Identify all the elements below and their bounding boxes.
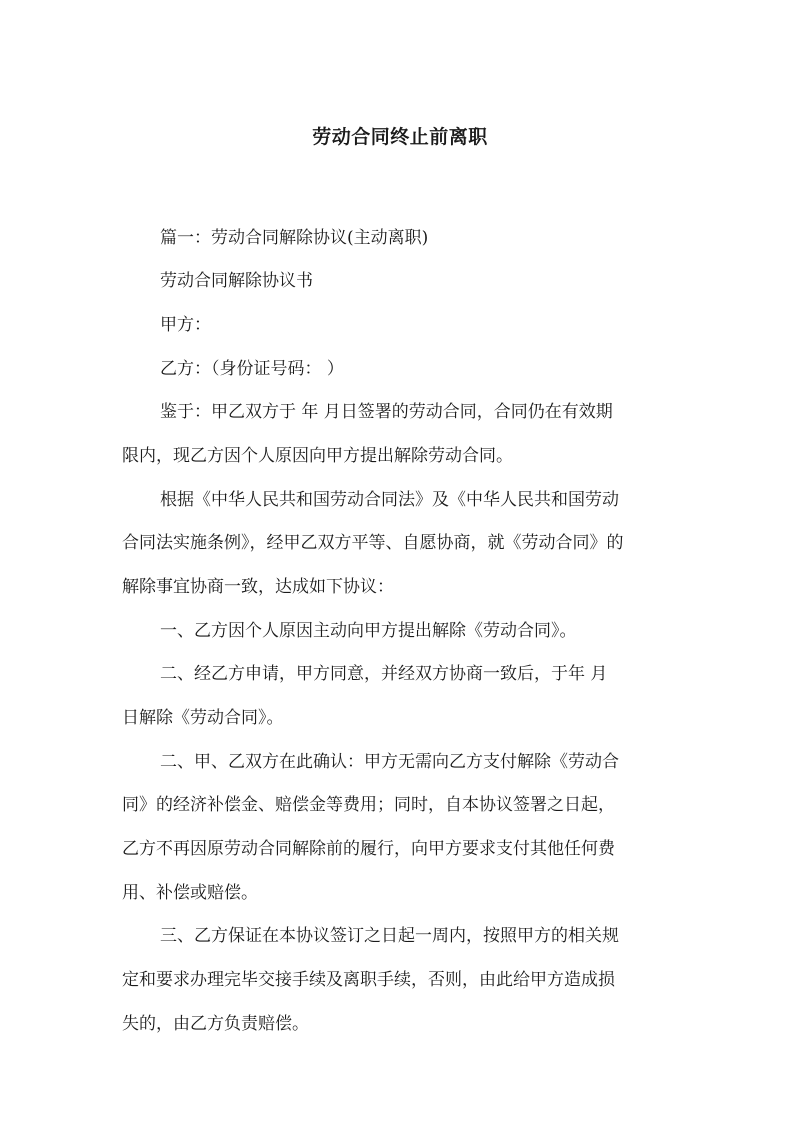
section-heading: 篇一：劳动合同解除协议(主动离职) [160, 228, 429, 248]
clause-line: 一、乙方因个人原因主动向甲方提出解除《劳动合同》。 [160, 621, 577, 641]
clause-line: 定和要求办理完毕交接手续及离职手续，否则，由此给甲方造成损 [122, 970, 615, 990]
document-title: 劳动合同终止前离职 [312, 126, 488, 148]
party-a-line: 甲方： [160, 315, 211, 335]
clause-line: 失的，由乙方负责赔偿。 [122, 1014, 309, 1034]
clause-line: 乙方不再因原劳动合同解除前的履行，向甲方要求支付其他任何费 [122, 839, 615, 859]
clause-line: 二、甲、乙双方在此确认：甲方无需向乙方支付解除《劳动合 [160, 752, 619, 772]
clause-line: 日解除《劳动合同》。 [122, 708, 284, 728]
paragraph-line: 解除事宜协商一致，达成如下协议： [122, 577, 394, 597]
paragraph-line: 合同法实施条例》，经甲乙双方平等、自愿协商，就《劳动合同》的 [122, 533, 624, 553]
clause-line: 三、乙方保证在本协议签订之日起一周内，按照甲方的相关规 [160, 926, 619, 946]
paragraph-line: 鉴于：甲乙双方于 年 月日签署的劳动合同，合同仍在有效期 [160, 402, 613, 422]
paragraph-line: 根据《中华人民共和国劳动合同法》及《中华人民共和国劳动 [160, 490, 619, 510]
agreement-title: 劳动合同解除协议书 [160, 271, 313, 291]
clause-line: 同》的经济补偿金、赔偿金等费用；同时，自本协议签署之日起， [122, 795, 615, 815]
party-b-line: 乙方：（身份证号码： ） [160, 359, 344, 379]
clause-line: 二、经乙方申请，甲方同意，并经双方协商一致后，于年 月 [160, 664, 608, 684]
paragraph-line: 限内，现乙方因个人原因向甲方提出解除劳动合同。 [122, 446, 513, 466]
clause-line: 用、补偿或赔偿。 [122, 883, 258, 903]
